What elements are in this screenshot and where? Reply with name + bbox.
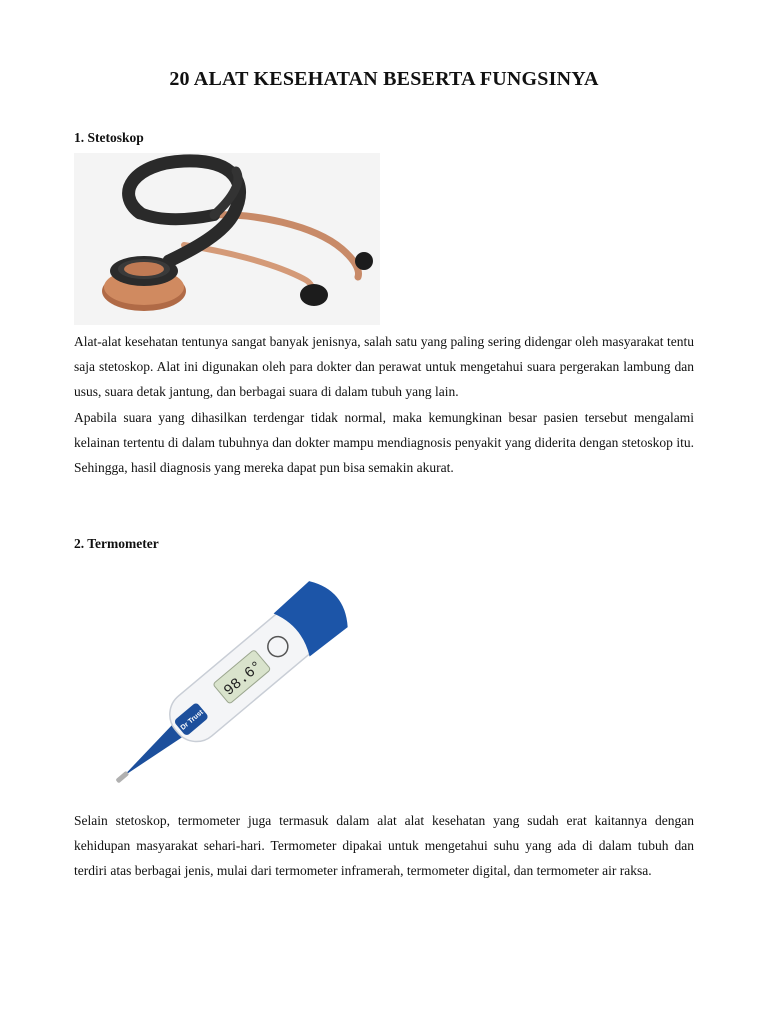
- section-body-stetoskop: [74, 329, 694, 480]
- section-body-termometer: [74, 808, 694, 884]
- thermometer-brand-label: Dr Trust: [179, 709, 205, 732]
- thermometer-display-reading: 98.6°: [220, 657, 267, 700]
- section-heading-termometer: 2. Termometer: [74, 536, 159, 551]
- paragraph: Selain stetoskop, termometer juga termasuk dalam alat alat kesehatan yang sudah erat kaitannya dengan kehidupan masyarakat sehari-hari. Termometer dipakai untuk mengetahui suhu yang ada di dalam tubuh dan terdiri atas berbagai jenis, mulai dari termometer inframerah, termometer digital, dan termometer air raksa.: [74, 813, 694, 879]
- paragraph: Alat-alat kesehatan tentunya sangat banyak jenisnya, salah satu yang paling sering didengar oleh masyarakat tentu saja stetoskop. Alat ini digunakan oleh para dokter dan perawat untuk mengetahui suara pergerakan lambung dan usus, suara detak jantung, dan berbagai suara di dalam tubuh yang lain.: [74, 334, 694, 400]
- page-title: 20 ALAT KESEHATAN BESERTA FUNGSINYA: [169, 68, 599, 90]
- paragraph: Apabila suara yang dihasilkan terdengar tidak normal, maka kemungkinan besar pasien tersebut mengalami kelainan tertentu di dalam tubuhnya dan dokter mampu mendiagnosis penyakit yang diderita dengan stetoskop itu. Sehingga, hasil diagnosis yang mereka dapat pun bisa semakin akurat.: [74, 409, 694, 476]
- stethoscope-image: [74, 153, 380, 325]
- section-heading-stetoskop: 1. Stetoskop: [74, 130, 144, 145]
- thermometer-image: [110, 560, 366, 800]
